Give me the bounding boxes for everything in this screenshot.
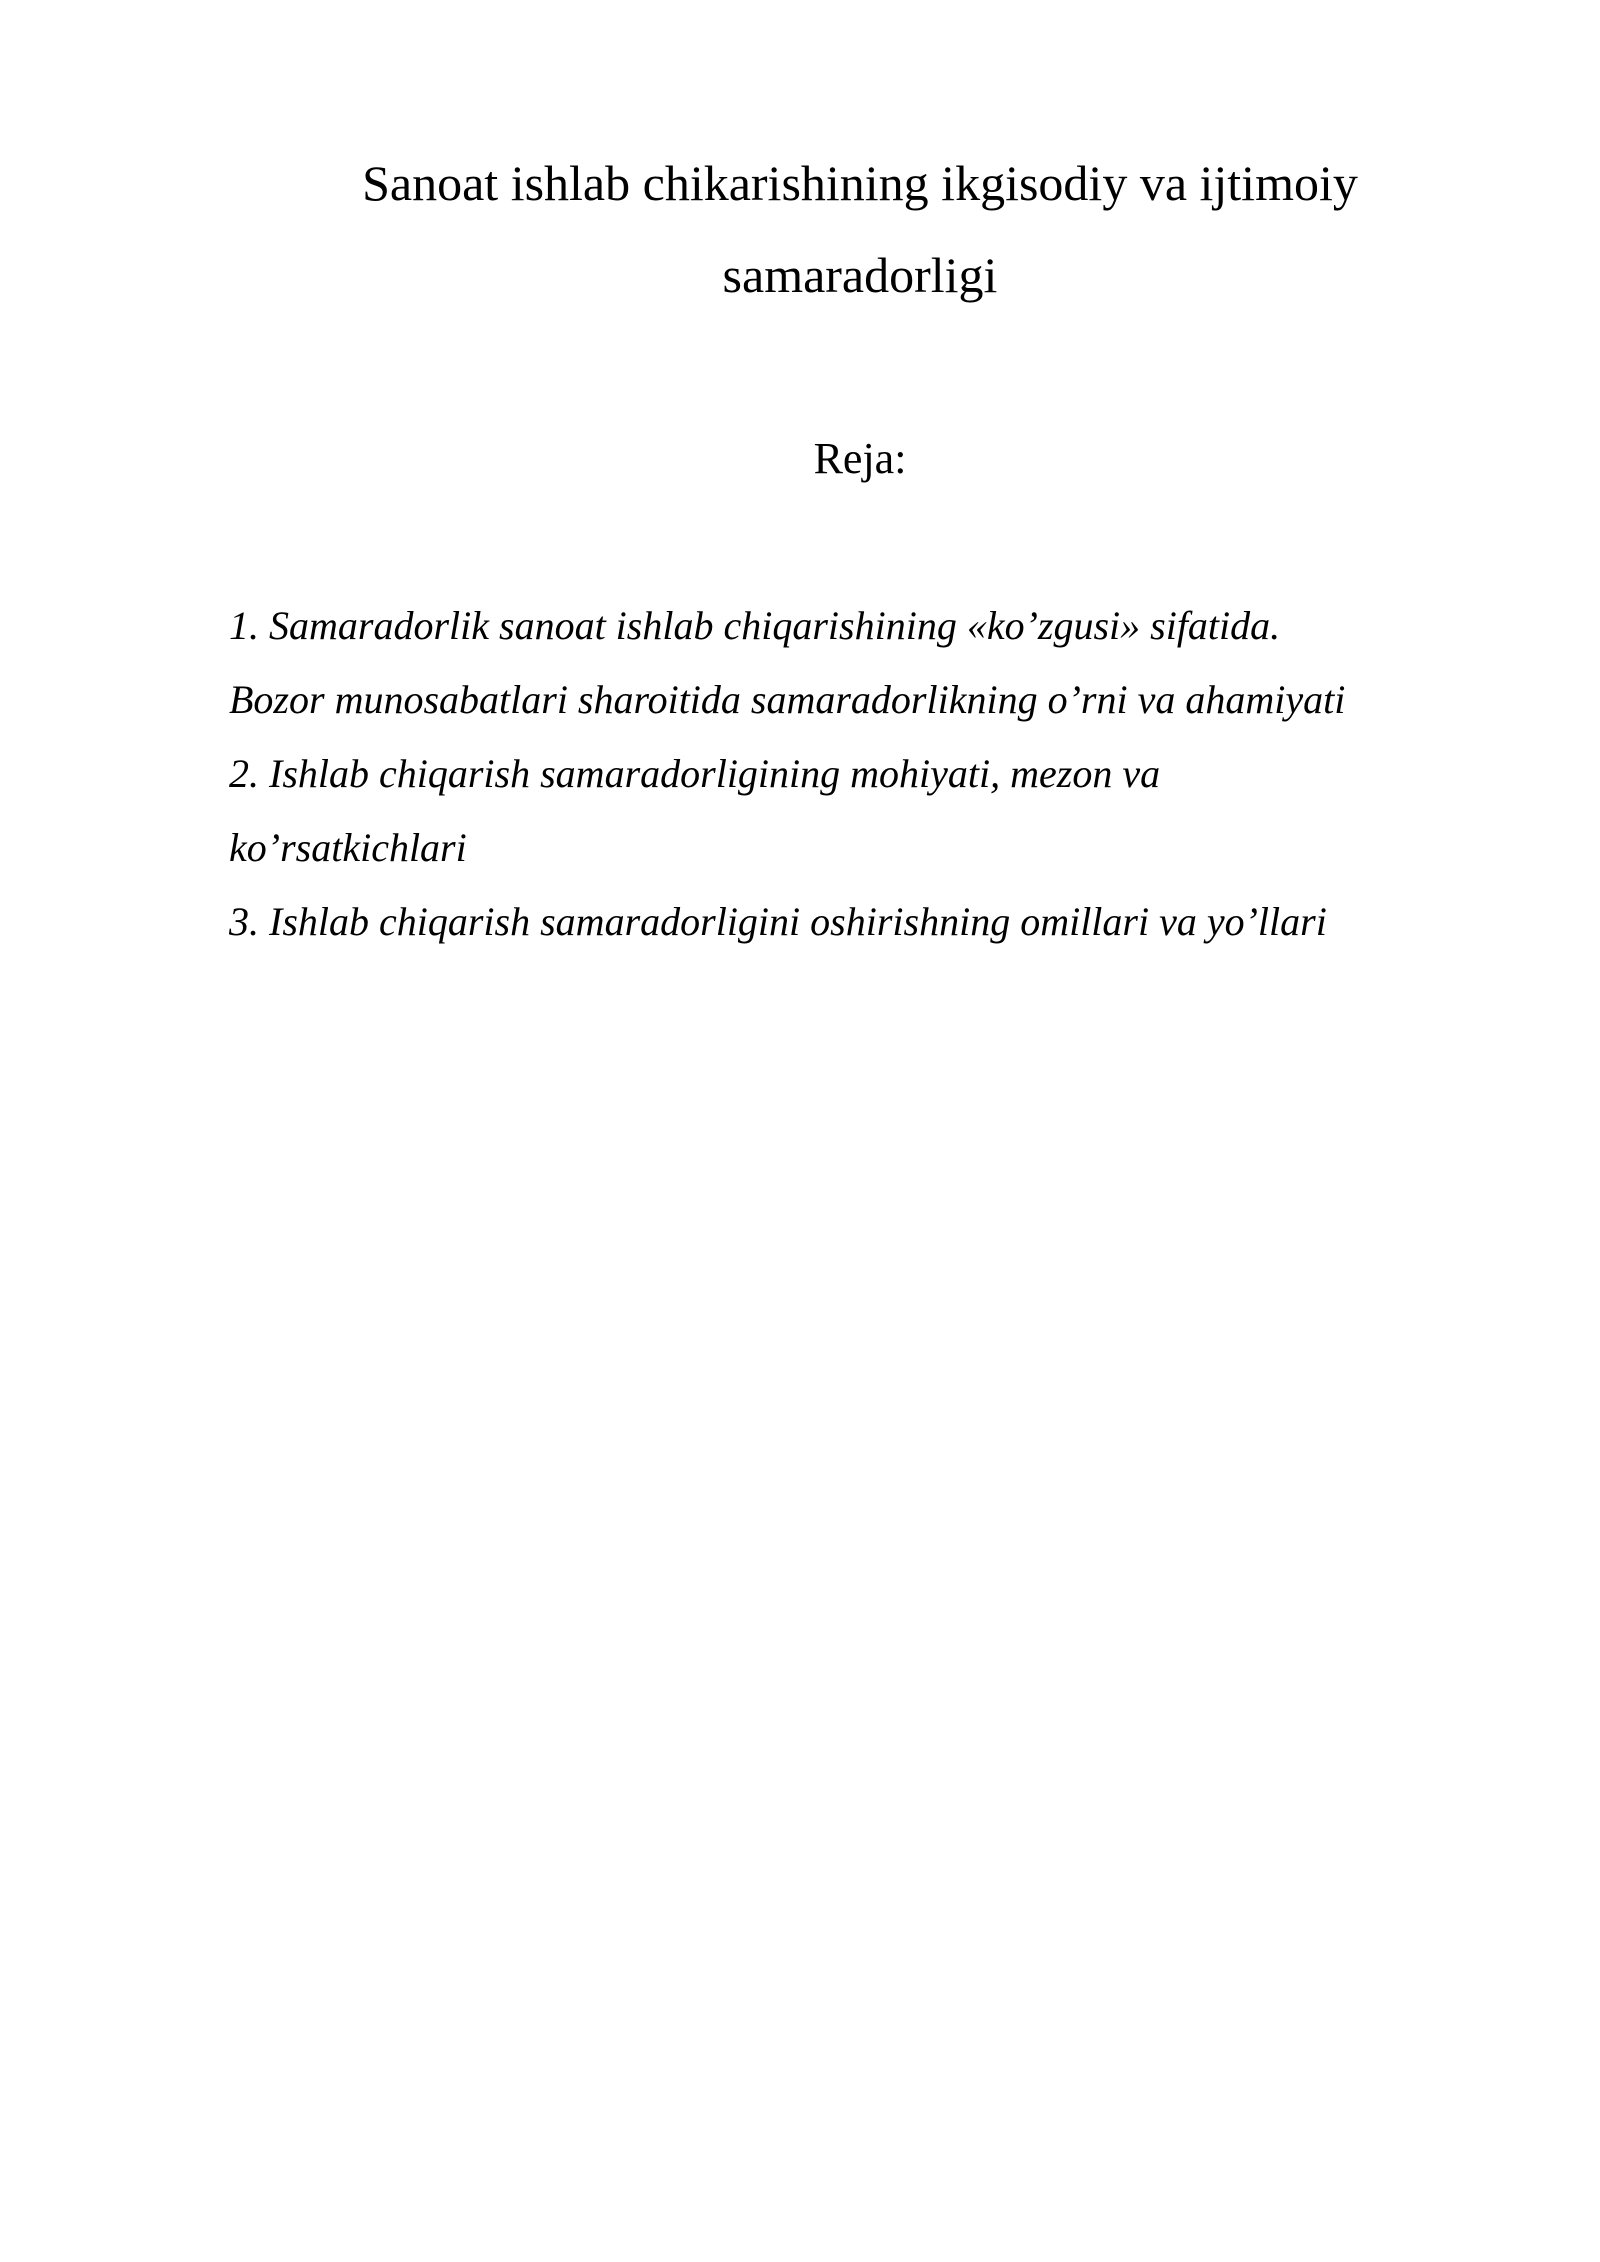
plan-item-1-line-2: Bozor munosabatlari sharoitida samaradorlikning o’rni va ahamiyati: [229, 677, 1346, 722]
plan-item-3: 3. Ishlab chiqarish samaradorligini oshirishning omillari va yo’llari: [229, 899, 1327, 944]
document-title-line-2: samaradorligi: [722, 247, 998, 303]
plan-item-1-line-1: 1. Samaradorlik sanoat ishlab chiqarishining «ko’zgusi» sifatida.: [229, 603, 1281, 648]
plan-item-2-line-2: ko’rsatkichlari: [229, 825, 467, 870]
plan-heading: Reja:: [813, 434, 907, 483]
plan-item-2-line-1: 2. Ishlab chiqarish samaradorligining mohiyati, mezon va: [229, 751, 1161, 796]
document-title-line-1: Sanoat ishlab chikarishining ikgisodiy va ijtimoiy: [362, 155, 1358, 211]
